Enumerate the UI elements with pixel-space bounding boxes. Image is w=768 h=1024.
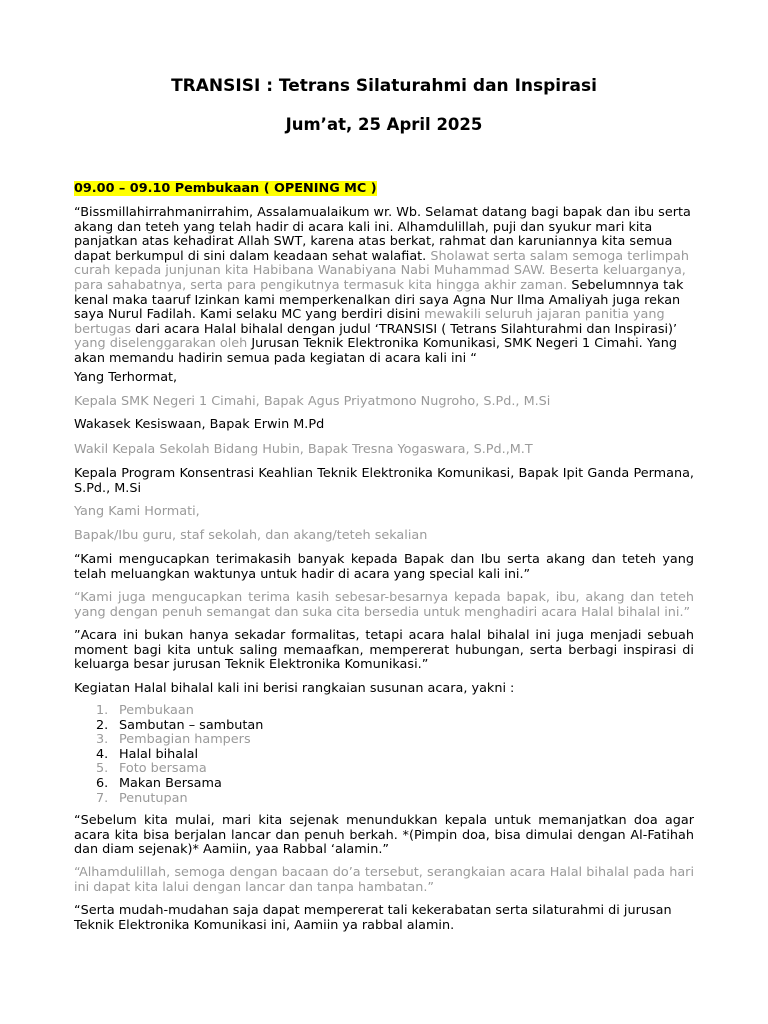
after-prayer-paragraph: “Alhamdulillah, semoga dengan bacaan do’a tersebut, serangkaian acara Halal bihalal pada hari ini dapat kita lalui dengan lancar dan tanpa hambatan.”	[74, 865, 694, 895]
list-item: 5. Foto bersama	[96, 761, 207, 777]
purpose-paragraph: ”Acara ini bukan hanya sekadar formalitas, tetapi acara halal bihalal ini juga menjadi sebuah moment bagi kita untuk saling memaafkan, mempererat hubungan, serta berbagi inspirasi di keluarga besar jurusan Teknik Elektronika Komunikasi.”	[74, 628, 694, 673]
honored-heading: Yang Terhormat,	[74, 370, 178, 385]
section-heading-container	[74, 182, 694, 197]
agenda-list	[96, 704, 263, 806]
thanks-paragraph-1: “Kami mengucapkan terimakasih banyak kepada Bapak dan Ibu serta akang dan teteh yang telah meluangkan waktunya untuk hadir di acara yang special kali ini.”	[74, 552, 694, 582]
prayer-paragraph: “Sebelum kita mulai, mari kita sejenak menundukkan kepala untuk memanjatkan doa agar acara kita bisa berjalan lancar dan penuh berkah. *(Pimpin doa, bisa dimulai dengan Al-Fatihah dan diam sejenak)* Aamiin, yaa Rabbal ‘alamin.”	[74, 813, 694, 858]
opening-text-7: Jurusan Teknik Elektronika Komunikasi, SMK Negeri 1 Cimahi. Yang akan memandu hadirin semua pada kegiatan di acara kali ini “	[74, 336, 677, 366]
document-date: Jum’at, 25 April 2025	[285, 115, 483, 134]
opening-text-6: yang diselenggarakan oleh	[74, 336, 248, 352]
honored-guest-4: Kepala Program Konsentrasi Keahlian Teknik Elektronika Komunikasi, Bapak Ipit Ganda Permana, S.Pd., M.Si	[74, 466, 694, 496]
honored-guest-3: Wakil Kepala Sekolah Bidang Hubin, Bapak Tresna Yogaswara, S.Pd.,M.T	[74, 442, 533, 457]
section-heading: 09.00 – 09.10 Pembukaan ( OPENING MC )	[74, 181, 377, 196]
list-item: 2. Sambutan – sambutan	[96, 717, 264, 733]
thanks-paragraph-2: “Kami juga mengucapkan terima kasih sebesar-besarnya kepada bapak, ibu, akang dan teteh yang dengan penuh semangat dan suka cita bersedia untuk menghadiri acara Halal bihalal ini.”	[74, 590, 694, 620]
respected-guests: Bapak/Ibu guru, staf sekolah, dan akang/teteh sekalian	[74, 528, 428, 543]
list-item: 3. Pembagian hampers	[96, 732, 251, 748]
list-item: 7. Penutupan	[96, 790, 188, 806]
document-title: TRANSISI : Tetrans Silaturahmi dan Inspirasi	[171, 76, 597, 96]
list-item: 1. Pembukaan	[96, 703, 194, 718]
honored-guest-1: Kepala SMK Negeri 1 Cimahi, Bapak Agus Priyatmono Nugroho, S.Pd., M.Si	[74, 394, 551, 409]
opening-text-5: dari acara Halal bihalal dengan judul ‘TRANSISI ( Tetrans Silahturahmi dan Inspirasi)’	[131, 321, 678, 337]
agenda-intro: Kegiatan Halal bihalal kali ini berisi rangkaian susunan acara, yakni :	[74, 681, 515, 696]
opening-text-4: mewakili seluruh jajaran panitia yang bertugas	[74, 307, 665, 337]
opening-text-2: Sholawat serta salam semoga terlimpah curah kepada junjunan kita Habibana Wanabiyana Nabi Muhammad SAW. Beserta keluarganya, para sahabatnya, serta para pengikutnya termasuk kita hingga akhir zaman.	[74, 248, 690, 293]
respected-heading: Yang Kami Hormati,	[74, 504, 200, 519]
list-item: 6. Makan Bersama	[96, 775, 222, 791]
honored-guest-2: Wakasek Kesiswaan, Bapak Erwin M.Pd	[74, 417, 325, 432]
list-item: 4. Halal bihalal	[96, 746, 199, 762]
closing-paragraph: “Serta mudah-mudahan saja dapat mempererat tali kekerabatan serta silaturahmi di jurusan Teknik Elektronika Komunikasi ini, Aamiin ya rabbal alamin.	[74, 903, 672, 933]
opening-text-1: “Bissmillahirrahmanirrahim, Assalamualaikum wr. Wb. Selamat datang bagi bapak dan ibu serta akang dan teteh yang telah hadir di acara kali ini. Alhamdulillah, puji dan syukur mari kita panjatkan atas kehadirat Allah SWT, karena atas berkat, rahmat dan karuniannya kita semua dapat berkumpul di sini dalam keadaan sehat walafiat.	[74, 205, 691, 264]
opening-text-3: Sebelumnnya tak kenal maka taaruf Izinkan kami memperkenalkan diri saya Agna Nur Ilma Amaliyah juga rekan saya Nurul Fadilah. Kami selaku MC yang berdiri disini	[74, 277, 684, 323]
opening-paragraph	[74, 206, 694, 367]
